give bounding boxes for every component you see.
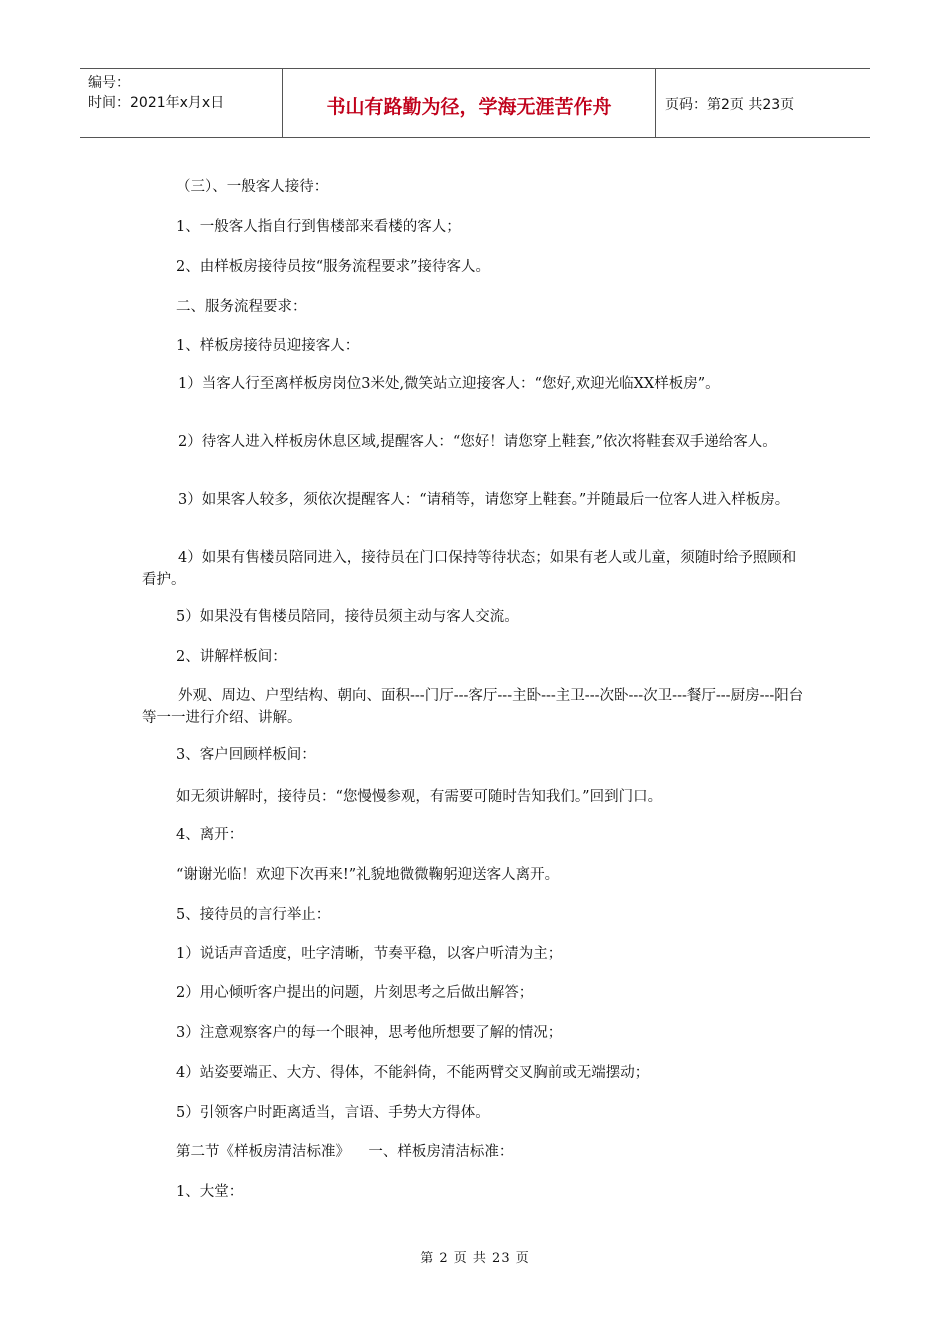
paragraph: “谢谢光临！欢迎下次再来!”礼貌地微微鞠躬迎送客人离开。 (176, 867, 560, 883)
paragraph: 4）如果有售楼员陪同进入，接待员在门口保持等待状态；如果有老人或儿童，须随时给予照顾和看护。 (142, 550, 797, 588)
paragraph: 1、样板房接待员迎接客人： (176, 338, 360, 354)
paragraph: 5）如果没有售楼员陪同，接待员须主动与客人交流。 (176, 609, 519, 625)
header-right-cell (655, 69, 870, 137)
paragraph: 2）用心倾听客户提出的问题，片刻思考之后做出解答； (176, 985, 534, 1001)
header-left-cell (80, 69, 282, 137)
paragraph: 二、服务流程要求： (176, 299, 307, 315)
paragraph: 4、离开： (176, 827, 244, 843)
document-header (80, 68, 870, 138)
paragraph: 3）注意观察客户的每一个眼神，思考他所想要了解的情况； (176, 1025, 563, 1041)
paragraph: （三）、一般客人接待： (176, 179, 329, 195)
section-heading: 第二节《样板房清洁标准》 一、样板房清洁标准： (176, 1144, 514, 1160)
header-motto: 书山有路勤为径，学海无涯苦作舟 (326, 96, 612, 118)
paragraph: 2、由样板房接待员按“服务流程要求”接待客人。 (176, 259, 491, 275)
paragraph: 3、客户回顾样板间： (176, 747, 316, 763)
paragraph: 2）待客人进入样板房休息区域,提醒客人：“您好！请您穿上鞋套,”依次将鞋套双手递给客人。 (178, 434, 777, 450)
paragraph: 如无须讲解时，接待员：“您慢慢参观，有需要可随时告知我们。”回到门口。 (176, 789, 663, 805)
paragraph: 4）站姿要端正、大方、得体，不能斜倚，不能两臂交叉胸前或无端摆动； (176, 1065, 650, 1081)
paragraph: 5）引领客户时距离适当，言语、手势大方得体。 (176, 1105, 490, 1121)
document-date: 时间：2021年x月x日 (88, 95, 225, 111)
header-page-info: 页码：第2页 共23页 (665, 97, 795, 113)
paragraph: 2、讲解样板间： (176, 649, 287, 665)
page-footer: 第 2 页 共 23 页 (420, 1251, 530, 1266)
document-number: 编号： (88, 75, 130, 91)
paragraph: 外观、周边、户型结构、朝向、面积---门厅---客厅---主卧---主卫---次卧---次卫---餐厅---厨房---阳台等一一进行介绍、讲解。 (142, 688, 804, 726)
header-center-cell (282, 69, 656, 137)
paragraph: 5、接待员的言行举止： (176, 907, 331, 923)
paragraph: 1）当客人行至离样板房岗位3米处,微笑站立迎接客人：“您好,欢迎光临XX样板房”。 (178, 376, 720, 392)
paragraph: 1、大堂： (176, 1184, 244, 1200)
paragraph: 3）如果客人较多，须依次提醒客人：“请稍等，请您穿上鞋套。”并随最后一位客人进入样板房。 (178, 492, 790, 508)
paragraph: 1）说话声音适度，吐字清晰，节奏平稳，以客户听清为主； (176, 946, 563, 962)
paragraph: 1、一般客人指自行到售楼部来看楼的客人； (176, 219, 461, 235)
